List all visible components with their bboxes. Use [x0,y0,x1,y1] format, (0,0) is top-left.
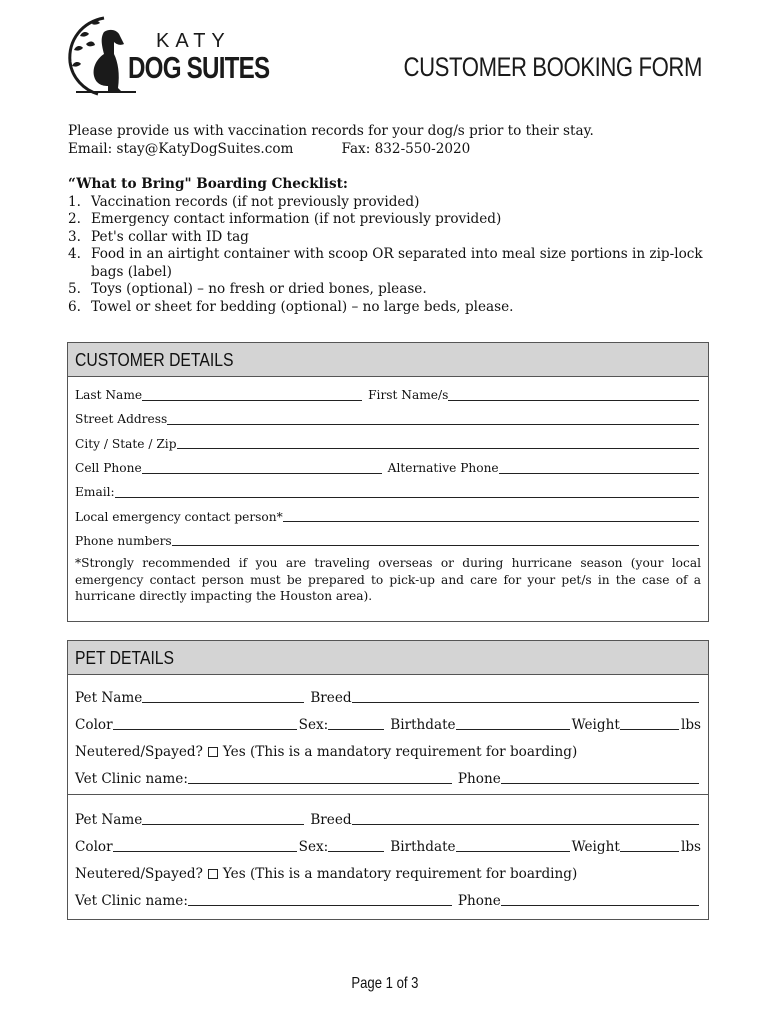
vet-clinic-label: Vet Clinic name: [75,770,188,787]
name-row [75,383,701,407]
logo-text-katy: KATY [156,30,231,52]
contact-row [68,141,708,159]
alt-phone-field[interactable] [499,463,699,474]
checklist-item: 2. Emergency contact information (if not previously provided) [68,211,502,227]
local-contact-label: Local emergency contact person* [75,509,283,524]
neutered-label: Neutered/Spayed? [75,865,203,882]
birthdate-field[interactable] [456,841,570,852]
color-field[interactable] [113,841,297,852]
phone-numbers-field[interactable] [172,535,699,546]
lbs-label: lbs [680,838,701,855]
weight-field[interactable] [620,719,679,730]
pet-attributes-row [75,833,701,860]
street-label: Street Address [75,412,168,427]
last-name-field[interactable] [142,390,362,401]
weight-field[interactable] [620,841,679,852]
pet-name-label: Pet Name [75,811,143,828]
lbs-label: lbs [680,716,701,733]
pet-name-label: Pet Name [75,689,143,706]
checklist-title: “What to Bring" Boarding Checklist: [68,176,348,192]
pet-details-header: PET DETAILS [68,641,708,675]
vet-row [75,765,701,792]
breed-field[interactable] [352,814,699,825]
checklist [68,194,708,317]
intro-section [68,123,708,316]
form-title: CUSTOMER BOOKING FORM [403,52,702,82]
phone-numbers-row [75,529,701,553]
intro-line: Please provide us with vaccination records for your dog/s prior to their stay. [68,123,594,139]
pet-name-field[interactable] [142,814,304,825]
breed-label: Breed [310,811,352,828]
local-contact-field[interactable] [283,511,699,522]
checklist-item: 1. Vaccination records (if not previously provided) [68,193,420,210]
neutered-yes-text: Yes (This is a mandatory requirement for boarding) [222,743,578,760]
first-name-label: First Name/s [368,388,449,403]
checklist-item: 6. Towel or sheet for bedding (optional) – no large beds, please. [68,298,514,315]
vet-phone-field[interactable] [501,895,699,906]
customer-details-header: CUSTOMER DETAILS [68,343,708,377]
email-row [75,480,701,504]
checklist-item: 5. Toys (optional) – no fresh or dried bones, please. [68,281,427,297]
city-row [75,432,701,456]
breed-field[interactable] [352,692,699,703]
city-label: City / State / Zip [75,436,177,451]
alt-phone-label: Alternative Phone [387,461,499,476]
checklist-item: 3. Pet's collar with ID tag [68,228,249,245]
company-logo [64,14,274,96]
email-field[interactable] [115,487,699,498]
breed-label: Breed [310,689,352,706]
weight-label: Weight [571,838,620,855]
pet-block [68,675,708,795]
vet-row [75,887,701,914]
sex-field[interactable] [328,841,384,852]
color-label: Color [75,716,113,733]
last-name-label: Last Name [75,388,143,403]
fax-text: Fax: 832-550-2020 [341,140,471,157]
page-number: Page 1 of 3 [351,975,419,992]
email-label: Email: [75,485,115,500]
sex-label: Sex: [298,838,329,855]
pet-block [68,795,708,914]
emergency-note: *Strongly recommended if you are traveling overseas or during hurricane season (your local emergency contact person must be prepared to pick-up and care for your pet/s in the case of a hurricane directly impacting the Houston area). [75,556,701,604]
sex-label: Sex: [298,716,329,733]
cell-phone-label: Cell Phone [75,461,142,476]
vet-clinic-field[interactable] [188,895,452,906]
vet-phone-label: Phone [457,892,501,909]
vet-phone-label: Phone [457,770,501,787]
birthdate-label: Birthdate [390,838,456,855]
street-row [75,407,701,431]
phone-row [75,456,701,480]
pet-name-row [75,684,701,711]
birthdate-label: Birthdate [390,716,456,733]
neutered-checkbox[interactable] [208,747,218,757]
pet-name-row [75,806,701,833]
email-text: Email: stay@KatyDogSuites.com [68,140,294,157]
weight-label: Weight [571,716,620,733]
neutered-checkbox[interactable] [208,869,218,879]
vet-clinic-field[interactable] [188,773,452,784]
phone-numbers-label: Phone numbers [75,533,172,548]
local-contact-row [75,504,701,528]
first-name-field[interactable] [448,390,699,401]
logo-text-dog-suites: DOG SUITES [128,50,270,85]
neutered-row [75,860,701,887]
birthdate-field[interactable] [456,719,570,730]
neutered-row [75,738,701,765]
customer-details-panel [67,342,709,622]
vet-phone-field[interactable] [501,773,699,784]
pet-attributes-row [75,711,701,738]
vet-clinic-label: Vet Clinic name: [75,892,188,909]
color-label: Color [75,838,113,855]
pet-name-field[interactable] [142,692,304,703]
cell-phone-field[interactable] [142,463,382,474]
sex-field[interactable] [328,719,384,730]
checklist-item: 4. Food in an airtight container with scoop OR separated into meal size portions in zip-lock bags (label) [68,246,703,280]
street-field[interactable] [167,414,699,425]
city-field[interactable] [177,438,699,449]
neutered-yes-text: Yes (This is a mandatory requirement for boarding) [222,865,578,882]
neutered-label: Neutered/Spayed? [75,743,203,760]
color-field[interactable] [113,719,297,730]
pet-details-panel [67,640,709,920]
